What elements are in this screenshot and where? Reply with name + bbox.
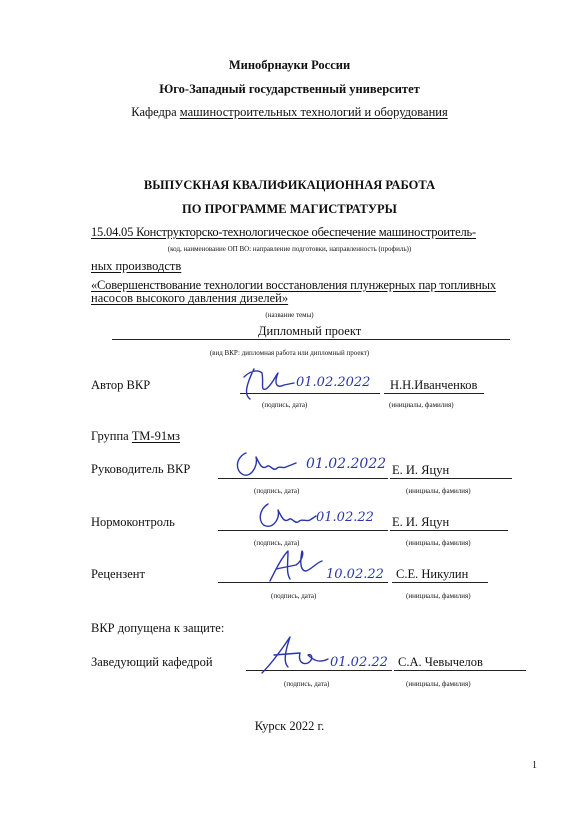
head-sign-caption: (подпись, дата) — [284, 680, 330, 688]
department-name: машиностроительных технологий и оборудования — [179, 105, 448, 119]
normcontrol-signature — [252, 498, 318, 536]
group-label: Группа — [91, 429, 132, 443]
work-type-caption: (вид ВКР: дипломная работа или дипломный проект) — [209, 349, 370, 357]
normcontrol-name-line — [390, 530, 508, 531]
supervisor-sign-caption: (подпись, дата) — [254, 487, 300, 495]
ministry-name: Минобрнауки России — [228, 58, 351, 72]
department-line — [0, 105, 579, 120]
normcontrol-sign-date: 01.02.22 — [316, 510, 374, 525]
document-title-line2: ПО ПРОГРАММЕ МАГИСТРАТУРЫ — [182, 202, 397, 216]
reviewer-signature — [266, 545, 328, 587]
head-name: С.А. Чевычелов — [398, 655, 483, 669]
author-name-line — [384, 393, 484, 394]
head-name-line — [394, 670, 526, 671]
work-type-underline — [112, 339, 510, 340]
normcontrol-label: Нормоконтроль — [91, 515, 175, 529]
author-name: Н.Н.Иванченков — [390, 378, 478, 392]
topic-line1: «Совершенствование технологии восстановления плунжерных пар топливных — [91, 278, 496, 292]
reviewer-label: Рецензент — [91, 567, 145, 581]
university-name: Юго-Западный государственный университет — [159, 82, 420, 96]
normcontrol-name-caption: (инициалы, фамилия) — [406, 539, 471, 547]
reviewer-name-line — [392, 582, 488, 583]
department-prefix: Кафедра — [131, 105, 180, 119]
program-caption: (код, наименование ОП ВО: направление подготовки, направленность (профиль)) — [167, 245, 412, 253]
topic-line2: насосов высокого давления дизелей» — [91, 291, 289, 305]
group-value: ТМ-91мз — [131, 429, 180, 443]
supervisor-sign-date: 01.02.2022 — [306, 456, 387, 472]
topic-caption: (название темы) — [265, 311, 314, 319]
supervisor-name-caption: (инициалы, фамилия) — [406, 487, 471, 495]
document-title-line1: ВЫПУСКНАЯ КВАЛИФИКАЦИОННАЯ РАБОТА — [143, 178, 436, 192]
supervisor-name: Е. И. Яцун — [392, 463, 450, 477]
normcontrol-name: Е. И. Яцун — [392, 515, 450, 529]
supervisor-name-line — [390, 478, 512, 479]
author-label: Автор ВКР — [91, 378, 151, 392]
reviewer-sign-date: 10.02.22 — [326, 567, 384, 582]
author-name-caption: (инициалы, фамилия) — [389, 401, 454, 409]
city-year: Курск 2022 г. — [254, 719, 325, 733]
supervisor-label: Руководитель ВКР — [91, 462, 191, 476]
reviewer-name-caption: (инициалы, фамилия) — [406, 592, 471, 600]
group-line — [91, 429, 180, 444]
head-signature — [258, 633, 332, 679]
admitted-label: ВКР допущена к защите: — [91, 621, 225, 635]
reviewer-sign-caption: (подпись, дата) — [271, 592, 317, 600]
page-number: 1 — [532, 760, 537, 771]
program-line1: 15.04.05 Конструкторско-технологическое обеспечение машиностроитель- — [91, 225, 476, 239]
normcontrol-sign-caption: (подпись, дата) — [254, 539, 300, 547]
supervisor-signature — [230, 445, 300, 483]
work-type-value: Дипломный проект — [258, 324, 362, 338]
author-sign-date: 01.02.2022 — [296, 375, 371, 390]
head-sign-date: 01.02.22 — [330, 655, 388, 670]
author-signature — [236, 365, 296, 405]
author-sign-caption: (подпись, дата) — [262, 401, 308, 409]
head-name-caption: (инициалы, фамилия) — [406, 680, 471, 688]
program-line2: ных производств — [91, 259, 182, 273]
head-label: Заведующий кафедрой — [91, 655, 213, 669]
reviewer-name: С.Е. Никулин — [396, 567, 469, 581]
